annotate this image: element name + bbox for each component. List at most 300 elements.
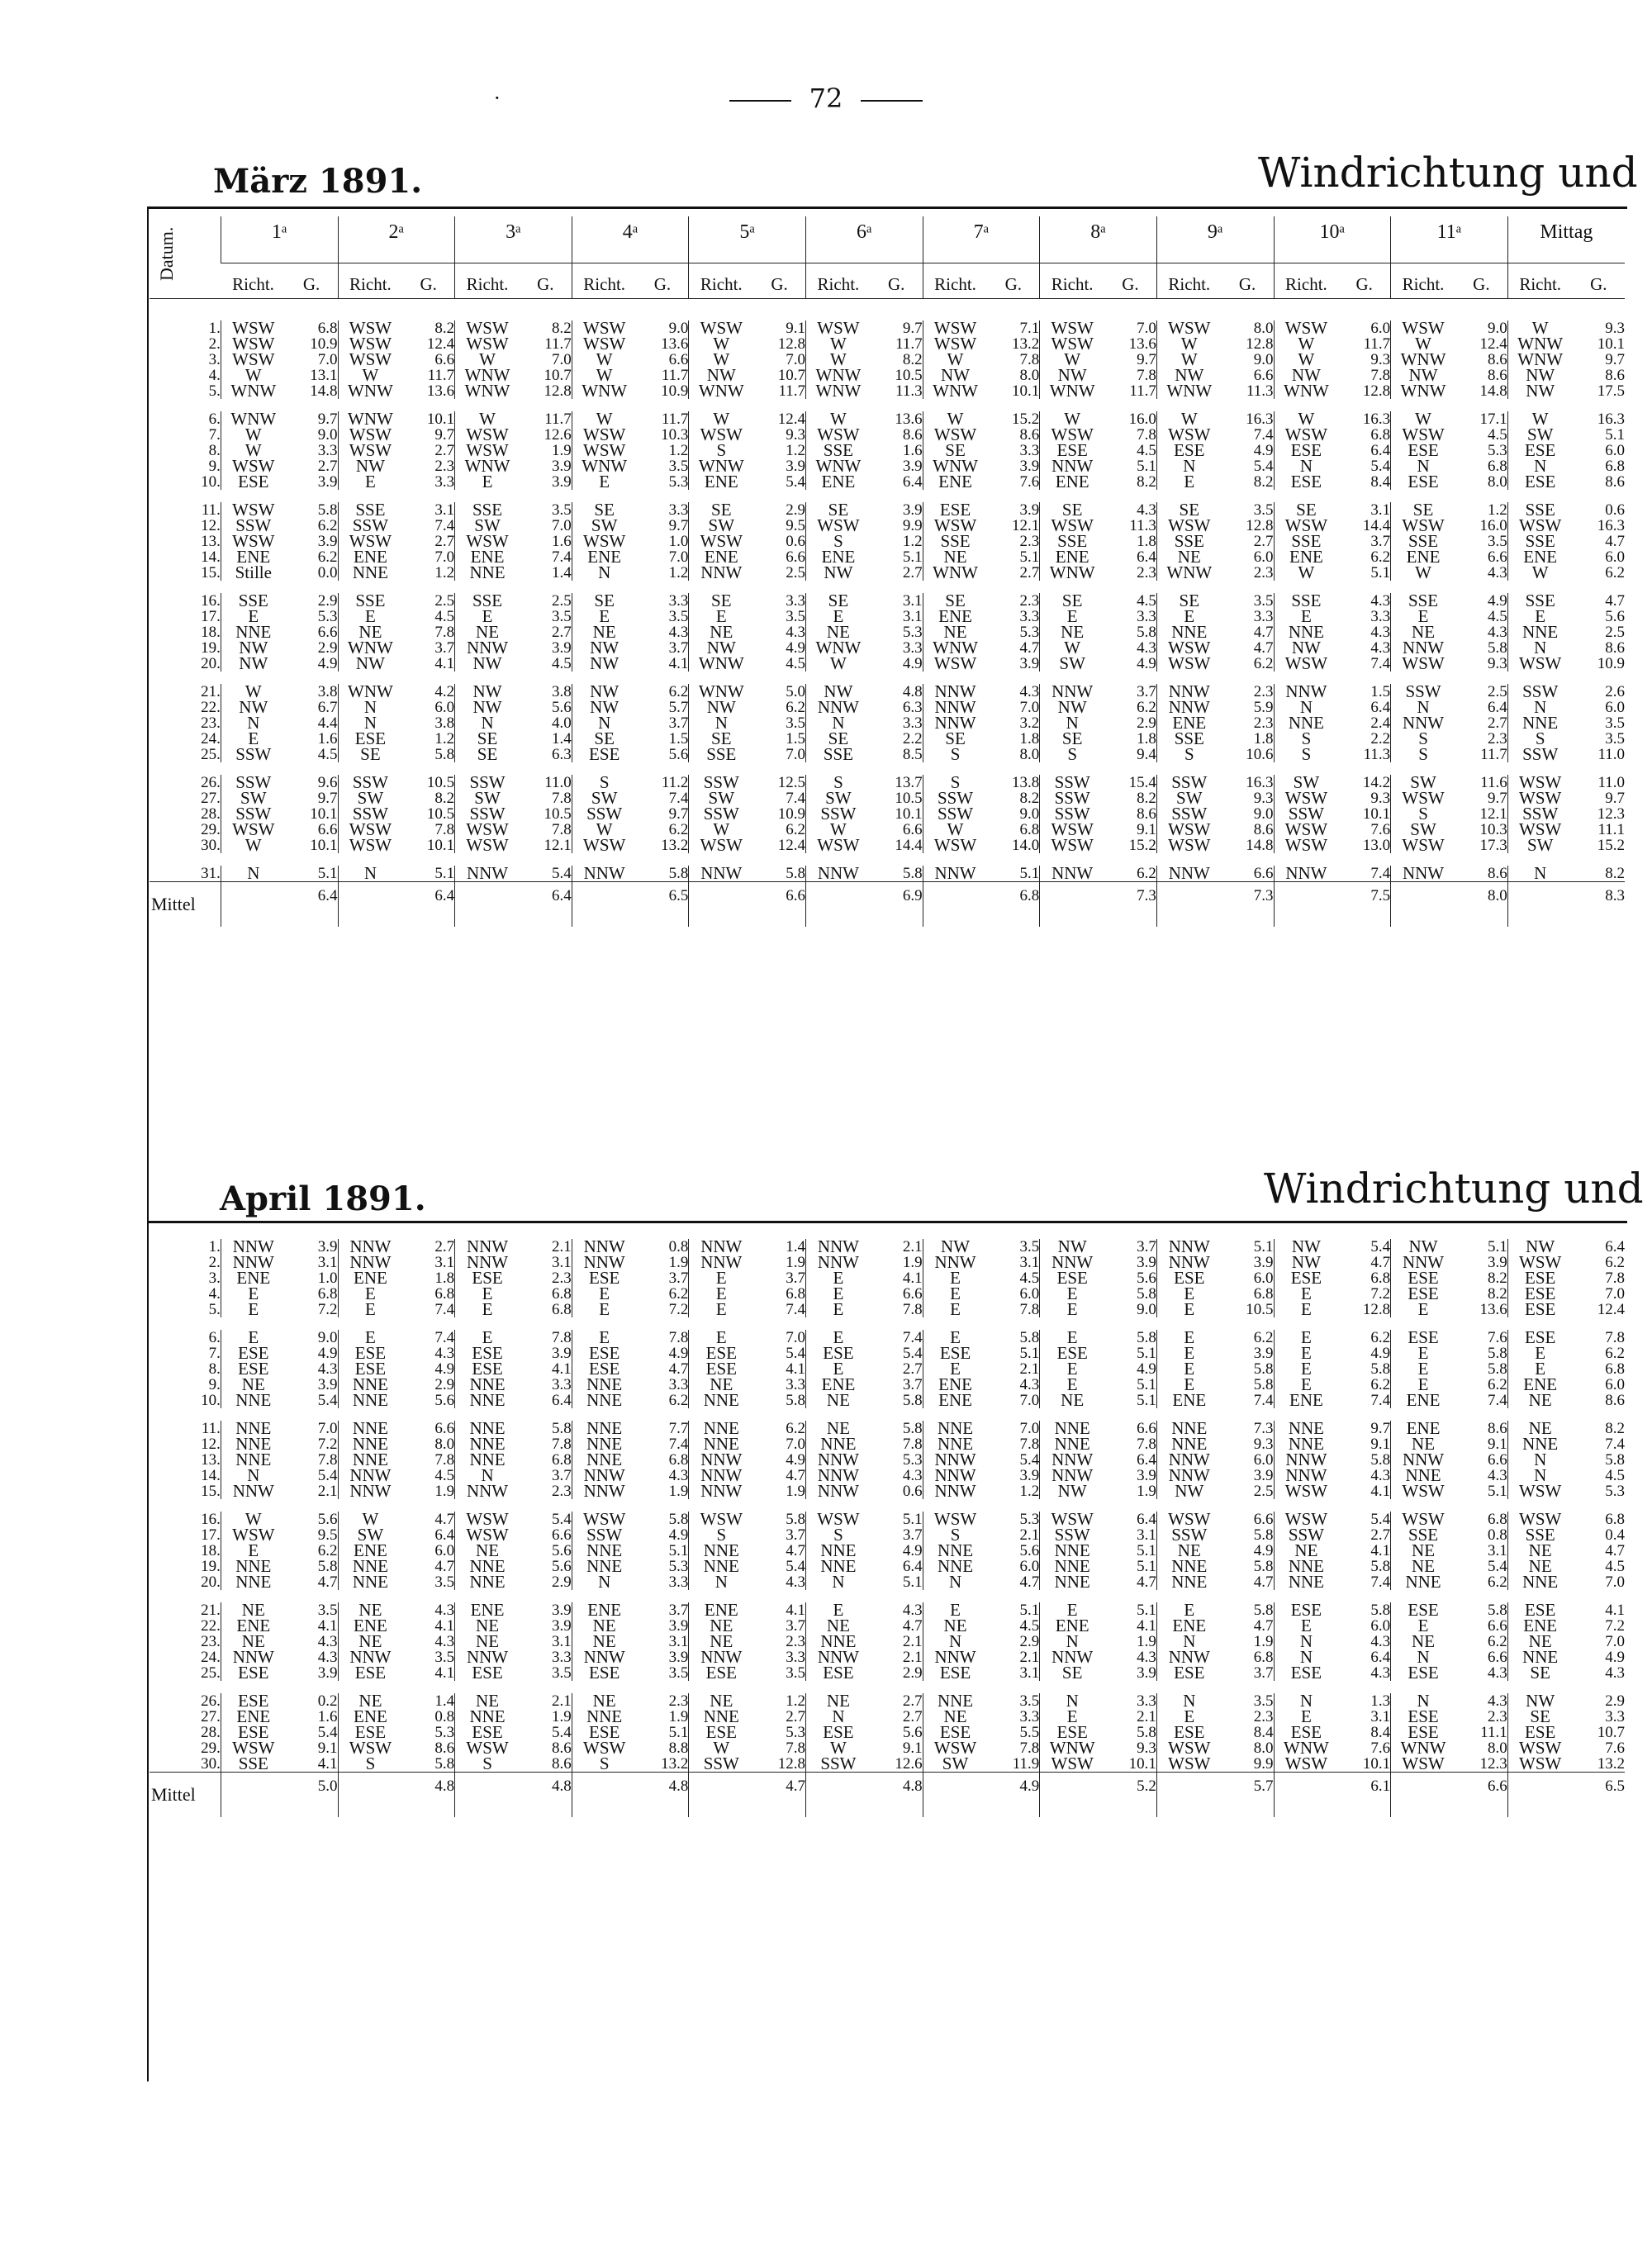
speed-cell: 7.0 [1019, 1393, 1040, 1408]
speed-cell: 4.9 [902, 656, 923, 672]
direction-cell: ENE [455, 549, 520, 565]
direction-cell: E [455, 1286, 520, 1302]
direction-cell: N [1040, 715, 1104, 731]
speed-cell: 4.1 [317, 1618, 338, 1634]
direction-cell: NE [572, 1693, 636, 1709]
direction-cell: NNW [689, 1239, 753, 1255]
direction-cell: NNE [338, 1377, 402, 1393]
g-header: G. [1104, 263, 1156, 299]
date-cell: 14. [201, 1468, 221, 1483]
speed-cell: 15.2 [1012, 411, 1040, 427]
direction-cell: NNW [572, 866, 636, 882]
direction-cell: NNW [923, 700, 987, 715]
direction-cell: ESE [1156, 1725, 1221, 1740]
speed-cell: 4.3 [1488, 624, 1507, 640]
speed-cell: 13.6 [426, 383, 455, 399]
speed-cell: 11.3 [1129, 518, 1156, 534]
direction-cell: E [1156, 1286, 1221, 1302]
speed-cell: 5.3 [786, 1725, 805, 1740]
speed-cell: 9.7 [317, 411, 338, 427]
direction-cell: WSW [689, 534, 753, 549]
speed-cell: 7.4 [786, 790, 805, 806]
direction-cell: E [923, 1330, 987, 1346]
g-header: G. [987, 263, 1039, 299]
direction-cell: SW [572, 790, 636, 806]
direction-cell: NW [1391, 368, 1455, 383]
direction-cell: W [455, 352, 520, 368]
speed-cell: 14.4 [1362, 518, 1391, 534]
direction-cell: WSW [1156, 320, 1221, 336]
direction-cell: WSW [221, 502, 285, 518]
date-cell: 25. [201, 1665, 221, 1681]
direction-cell: ENE [1156, 1393, 1221, 1408]
speed-cell: 6.4 [1137, 1452, 1156, 1468]
speed-cell: 4.7 [786, 1468, 805, 1483]
speed-cell: 6.6 [902, 1286, 923, 1302]
speed-cell: 5.6 [317, 1512, 338, 1527]
direction-cell: NNW [689, 1255, 753, 1270]
direction-cell: NE [1507, 1543, 1572, 1559]
direction-cell: W [806, 336, 871, 352]
direction-cell: SSE [221, 593, 285, 609]
speed-cell: 7.4 [1253, 427, 1274, 443]
table-row [150, 534, 1625, 549]
speed-cell: 2.3 [1253, 715, 1274, 731]
speed-cell: 5.4 [786, 1346, 805, 1361]
speed-cell: 5.1 [1019, 866, 1040, 882]
direction-cell: E [455, 474, 520, 490]
direction-cell: WSW [338, 443, 402, 458]
direction-cell: SSW [806, 806, 871, 822]
direction-cell: WNW [923, 383, 987, 399]
april-rule [147, 1221, 1627, 1223]
direction-cell: NNW [1040, 458, 1104, 474]
direction-cell: E [1507, 1346, 1572, 1361]
direction-cell: W [221, 684, 285, 700]
date-cell: 17. [201, 609, 221, 624]
date-cell: 1. [208, 320, 221, 336]
direction-cell: NNE [572, 1452, 636, 1468]
direction-cell: SE [806, 731, 871, 747]
g-header: G. [1222, 263, 1274, 299]
direction-cell: E [221, 1330, 285, 1346]
speed-cell: 6.0 [1605, 549, 1625, 565]
speed-cell: 6.8 [317, 320, 338, 336]
direction-cell: NNW [689, 1468, 753, 1483]
speed-cell: 5.8 [1137, 624, 1156, 640]
speed-cell: 7.4 [668, 790, 689, 806]
direction-cell: ESE [572, 1346, 636, 1361]
speed-cell: 13.6 [661, 336, 689, 352]
direction-cell: NW [689, 368, 753, 383]
date-cell: 23. [201, 1634, 221, 1649]
direction-cell: E [338, 474, 402, 490]
speed-cell: 2.3 [1253, 684, 1274, 700]
hour-header: 11ᵃ [1391, 216, 1508, 263]
speed-cell: 5.1 [1137, 1346, 1156, 1361]
direction-cell: WSW [1040, 427, 1104, 443]
direction-cell: S [923, 1527, 987, 1543]
direction-cell: SE [1274, 502, 1338, 518]
date-cell: 12. [201, 1436, 221, 1452]
speed-cell: 4.1 [1605, 1602, 1625, 1618]
direction-cell: NNE [1156, 1559, 1221, 1574]
direction-cell: W [221, 1512, 285, 1527]
speed-cell: 11.3 [1246, 383, 1274, 399]
direction-cell: ESE [923, 502, 987, 518]
speed-cell: 4.3 [1488, 1468, 1507, 1483]
speed-cell: 6.8 [668, 1452, 689, 1468]
richt-header: Richt. [1391, 263, 1455, 299]
speed-cell: 3.7 [902, 1527, 923, 1543]
direction-cell: SSW [1274, 806, 1338, 822]
table-row [150, 1618, 1625, 1634]
speed-cell: 4.3 [434, 1346, 455, 1361]
speed-cell: 4.7 [434, 1559, 455, 1574]
speed-cell: 7.3 [1253, 1421, 1274, 1436]
speed-cell: 6.6 [317, 624, 338, 640]
top-rule [147, 206, 1627, 209]
speed-cell: 12.4 [1597, 1302, 1625, 1317]
direction-cell: WSW [1156, 518, 1221, 534]
speed-cell: 5.8 [1488, 1346, 1507, 1361]
speed-cell: 3.5 [786, 609, 805, 624]
direction-cell: ENE [923, 1393, 987, 1408]
direction-cell: WSW [1507, 1483, 1572, 1499]
direction-cell: NW [221, 640, 285, 656]
direction-cell: NNW [923, 1452, 987, 1468]
direction-cell: WSW [1507, 790, 1572, 806]
speed-cell: 4.3 [434, 1602, 455, 1618]
direction-cell: NNE [572, 1393, 636, 1408]
speed-cell: 13.6 [895, 411, 923, 427]
g-header: G. [637, 263, 689, 299]
direction-cell: NNW [1040, 1649, 1104, 1665]
speed-cell: 12.6 [895, 1756, 923, 1773]
speed-cell: 3.5 [668, 458, 689, 474]
speed-cell: 7.6 [1605, 1740, 1625, 1756]
speed-cell: 3.9 [1019, 502, 1040, 518]
speed-cell: 10.3 [1479, 822, 1507, 838]
speed-cell: 6.8 [1605, 458, 1625, 474]
speed-cell: 2.1 [1019, 1527, 1040, 1543]
speed-cell: 6.8 [1019, 822, 1040, 838]
direction-cell: WSW [1391, 1756, 1455, 1773]
speed-cell: 11.7 [1480, 747, 1507, 762]
speed-cell: 10.7 [1597, 1725, 1625, 1740]
speed-cell: 4.3 [1137, 640, 1156, 656]
direction-cell: WSW [806, 838, 871, 853]
direction-cell: WSW [572, 534, 636, 549]
speed-cell: 6.2 [1370, 1377, 1391, 1393]
direction-cell: ESE [689, 1725, 753, 1740]
direction-cell: WNW [1156, 383, 1221, 399]
speed-cell: 3.5 [552, 609, 572, 624]
direction-cell: NNE [221, 1393, 285, 1408]
speed-cell: 8.4 [1253, 1725, 1274, 1740]
direction-cell: WSW [1274, 1483, 1338, 1499]
speed-cell: 5.8 [1370, 1452, 1391, 1468]
direction-cell: WSW [806, 427, 871, 443]
date-cell: 27. [201, 790, 221, 806]
direction-cell: WSW [221, 1527, 285, 1543]
speed-cell: 2.2 [1370, 731, 1391, 747]
speed-cell: 4.9 [902, 1543, 923, 1559]
speed-cell: 11.7 [427, 368, 455, 383]
direction-cell: W [923, 411, 987, 427]
speed-cell: 4.3 [786, 624, 805, 640]
direction-cell: NE [923, 1618, 987, 1634]
direction-cell: E [923, 1602, 987, 1618]
speed-cell: 5.6 [1605, 609, 1625, 624]
direction-cell: WSW [455, 1527, 520, 1543]
speed-cell: 3.3 [552, 1377, 572, 1393]
date-cell: 30. [201, 838, 221, 853]
speed-cell: 5.4 [902, 1346, 923, 1361]
mean-label: Mittel [150, 1773, 221, 1818]
direction-cell: NNW [572, 1255, 636, 1270]
speed-cell: 7.8 [902, 1436, 923, 1452]
speed-cell: 8.2 [1488, 1286, 1507, 1302]
direction-cell: NNE [455, 1393, 520, 1408]
speed-cell: 6.8 [552, 1452, 572, 1468]
direction-cell: N [806, 715, 871, 731]
direction-cell: SSW [1156, 775, 1221, 790]
table-row [150, 502, 1625, 518]
direction-cell: WSW [923, 427, 987, 443]
speed-cell: 2.2 [902, 731, 923, 747]
speed-cell: 5.6 [668, 747, 689, 762]
speed-cell: 1.4 [786, 1239, 805, 1255]
richt-header: Richt. [689, 263, 753, 299]
direction-cell: W [1507, 565, 1572, 581]
direction-cell: NNE [1274, 624, 1338, 640]
speed-cell: 5.4 [317, 1393, 338, 1408]
speed-cell: 3.7 [1253, 1665, 1274, 1681]
speed-cell: 6.2 [1253, 656, 1274, 672]
speed-cell: 1.9 [786, 1255, 805, 1270]
direction-cell: NNE [1507, 1649, 1572, 1665]
speed-cell: 3.7 [786, 1527, 805, 1543]
direction-cell: ESE [455, 1361, 520, 1377]
speed-cell: 6.3 [902, 700, 923, 715]
direction-cell: WNW [572, 458, 636, 474]
speed-cell: 4.5 [1488, 609, 1507, 624]
hour-header: 9ᵃ [1156, 216, 1274, 263]
speed-cell: 3.3 [668, 593, 689, 609]
direction-cell: SSW [1507, 806, 1572, 822]
date-cell: 13. [201, 534, 221, 549]
speed-cell: 10.3 [661, 427, 689, 443]
direction-cell: ESE [923, 1346, 987, 1361]
direction-cell: ESE [1507, 1270, 1572, 1286]
speed-cell: 5.1 [902, 1574, 923, 1590]
direction-cell: S [572, 1756, 636, 1773]
direction-cell: W [1156, 336, 1221, 352]
direction-cell: NNW [1156, 684, 1221, 700]
speed-cell: 7.6 [1019, 474, 1040, 490]
speed-cell: 5.1 [1370, 565, 1391, 581]
direction-cell: WSW [806, 1512, 871, 1527]
direction-cell: N [221, 1468, 285, 1483]
speed-cell: 12.8 [777, 336, 805, 352]
direction-cell: SE [1156, 502, 1221, 518]
speed-cell: 6.2 [786, 700, 805, 715]
direction-cell: SSE [1507, 1527, 1572, 1543]
direction-cell: WSW [1274, 822, 1338, 838]
direction-cell: WSW [689, 1512, 753, 1527]
direction-cell: WNW [923, 458, 987, 474]
speed-cell: 12.6 [544, 427, 572, 443]
direction-cell: SSW [689, 775, 753, 790]
direction-cell: N [1040, 1634, 1104, 1649]
direction-cell: N [1156, 1634, 1221, 1649]
speed-cell: 8.2 [1253, 474, 1274, 490]
speed-cell: 8.5 [902, 747, 923, 762]
direction-cell: SSE [1507, 593, 1572, 609]
speed-cell: 4.3 [902, 1468, 923, 1483]
direction-cell: NNE [806, 1634, 871, 1649]
direction-cell: SE [1040, 731, 1104, 747]
direction-cell: NW [455, 700, 520, 715]
speed-cell: 3.5 [1605, 731, 1625, 747]
direction-cell: NW [572, 700, 636, 715]
speed-cell: 3.3 [1137, 1693, 1156, 1709]
mean-value: 6.8 [987, 882, 1039, 928]
speed-cell: 8.0 [1019, 368, 1040, 383]
speed-cell: 3.5 [1253, 1693, 1274, 1709]
speed-cell: 5.8 [786, 866, 805, 882]
speed-cell: 4.3 [317, 1634, 338, 1649]
speed-cell: 6.2 [1488, 1634, 1507, 1649]
speed-cell: 2.1 [1019, 1361, 1040, 1377]
speed-cell: 9.6 [317, 775, 338, 790]
direction-cell: E [923, 1286, 987, 1302]
direction-cell: ESE [1507, 1286, 1572, 1302]
direction-cell: N [1507, 640, 1572, 656]
direction-cell: ESE [455, 1346, 520, 1361]
direction-cell: ENE [923, 609, 987, 624]
speed-cell: 5.3 [668, 1559, 689, 1574]
speed-cell: 5.8 [552, 1421, 572, 1436]
direction-cell: WSW [1156, 1740, 1221, 1756]
speed-cell: 1.4 [434, 1693, 455, 1709]
speed-cell: 4.3 [786, 1574, 805, 1590]
table-row [150, 1255, 1625, 1270]
speed-cell: 1.2 [786, 1693, 805, 1709]
speed-cell: 3.8 [552, 684, 572, 700]
direction-cell: SSW [338, 806, 402, 822]
direction-cell: SSW [1156, 1527, 1221, 1543]
direction-cell: SSW [221, 518, 285, 534]
speed-cell: 3.7 [1137, 684, 1156, 700]
speed-cell: 6.8 [1253, 1286, 1274, 1302]
speed-cell: 8.6 [552, 1740, 572, 1756]
table-row [150, 383, 1625, 399]
speed-cell: 14.8 [1479, 383, 1507, 399]
speed-cell: 12.3 [1479, 1756, 1507, 1773]
speed-cell: 16.0 [1479, 518, 1507, 534]
direction-cell: ENE [455, 1602, 520, 1618]
speed-cell: 7.6 [1370, 822, 1391, 838]
direction-cell: NNW [1040, 866, 1104, 882]
table-maerz [150, 216, 1625, 927]
speed-cell: 4.7 [1137, 1574, 1156, 1590]
speed-cell: 13.2 [661, 838, 689, 853]
date-cell: 21. [201, 1602, 221, 1618]
speed-cell: 7.6 [1488, 1330, 1507, 1346]
direction-cell: NNW [1156, 1239, 1221, 1255]
speed-cell: 11.6 [1480, 775, 1507, 790]
speed-cell: 6.8 [317, 1286, 338, 1302]
direction-cell: ESE [1391, 1665, 1455, 1681]
direction-cell: WNW [1274, 383, 1338, 399]
direction-cell: N [221, 866, 285, 882]
direction-cell: ESE [1507, 1330, 1572, 1346]
speed-cell: 1.8 [434, 1270, 455, 1286]
speed-cell: 3.3 [434, 474, 455, 490]
direction-cell: S [1274, 747, 1338, 762]
speed-cell: 4.1 [786, 1602, 805, 1618]
direction-cell: NNW [221, 1239, 285, 1255]
direction-cell: E [455, 1330, 520, 1346]
date-cell: 12. [201, 518, 221, 534]
date-cell: 28. [201, 1725, 221, 1740]
direction-cell: ESE [1391, 443, 1455, 458]
direction-cell: E [806, 609, 871, 624]
mean-value: 7.5 [1338, 882, 1390, 928]
speed-cell: 4.7 [1253, 640, 1274, 656]
speed-cell: 10.9 [310, 336, 338, 352]
direction-cell: WNW [455, 383, 520, 399]
speed-cell: 1.3 [1370, 1693, 1391, 1709]
speed-cell: 5.1 [1019, 1346, 1040, 1361]
table-row [150, 715, 1625, 731]
direction-cell: NNE [1391, 1574, 1455, 1590]
direction-cell: E [1274, 1618, 1338, 1634]
speed-cell: 9.7 [1605, 790, 1625, 806]
direction-cell: NE [689, 1634, 753, 1649]
hour-header: 7ᵃ [923, 216, 1040, 263]
direction-cell: WSW [1156, 822, 1221, 838]
direction-cell: WSW [1391, 427, 1455, 443]
direction-cell: NW [1391, 1239, 1455, 1255]
direction-cell: E [1391, 1377, 1455, 1393]
speed-cell: 6.6 [1253, 866, 1274, 882]
speed-cell: 15.4 [1128, 775, 1156, 790]
speed-cell: 7.0 [1605, 1634, 1625, 1649]
direction-cell: SE [806, 593, 871, 609]
speed-cell: 9.0 [668, 320, 689, 336]
speed-cell: 7.4 [668, 1436, 689, 1452]
date-cell: 29. [201, 1740, 221, 1756]
speed-cell: 7.8 [434, 1452, 455, 1468]
direction-cell: NNE [455, 1436, 520, 1452]
direction-cell: NNE [221, 1559, 285, 1574]
speed-cell: 7.8 [434, 624, 455, 640]
speed-cell: 5.6 [1137, 1270, 1156, 1286]
g-header: G. [402, 263, 454, 299]
speed-cell: 10.1 [1362, 806, 1391, 822]
direction-cell: WSW [455, 427, 520, 443]
direction-cell: NNW [806, 1255, 871, 1270]
direction-cell: NNW [572, 1483, 636, 1499]
speed-cell: 12.1 [544, 838, 572, 853]
hour-header: 4ᵃ [572, 216, 689, 263]
speed-cell: 9.4 [1137, 747, 1156, 762]
direction-cell: NNE [572, 1559, 636, 1574]
direction-cell: E [689, 1270, 753, 1286]
